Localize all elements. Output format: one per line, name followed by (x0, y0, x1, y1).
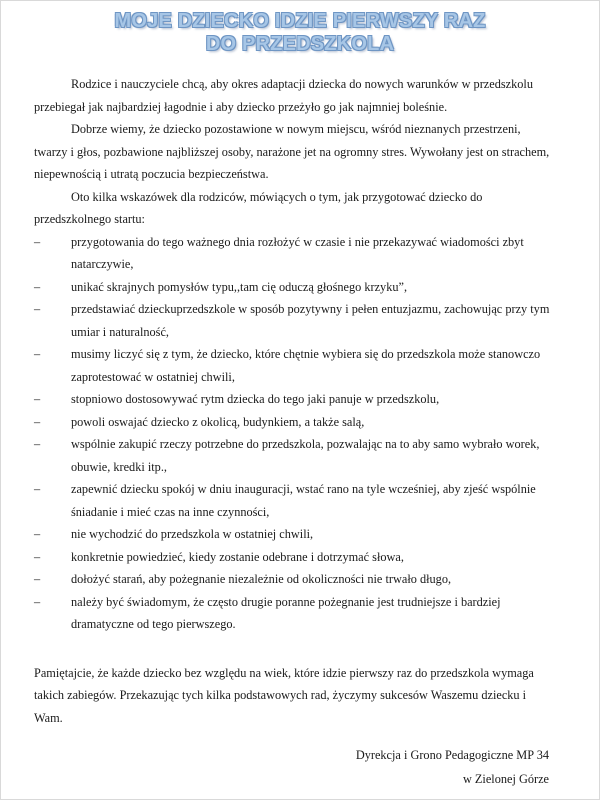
bullet-dash: – (34, 594, 41, 609)
page-title (1, 1, 599, 56)
title-line-1: MOJE DZIECKO IDZIE PIERWSZY RAZ (114, 10, 486, 32)
tip-text: przedstawiać dzieckuprzedszkole w sposób pozytywny i pełen entuzjazmu, zachowując przy tym umiar i naturalność, (71, 302, 550, 339)
list-item (34, 231, 555, 276)
intro-paragraph-3: Oto kilka wskazówek dla rodziców, mówiących o tym, jak przygotować dziecko do przedszkolnego startu: (34, 189, 483, 226)
list-item (34, 433, 555, 478)
tip-text: należy być świadomym, że często drugie poranne pożegnanie jest trudniejsze i bardziej dramatyczne od tego pierwszego. (71, 594, 501, 631)
intro-paragraph-1: Rodzice i nauczyciele chcą, aby okres adaptacji dziecka do nowych warunków w przedszkolu przebiegał jak najbardziej łagodnie i aby dziecko przeżyło go jak najmniej boleśnie. (34, 77, 533, 114)
bullet-dash: – (34, 437, 41, 451)
spacer (34, 636, 555, 662)
list-item (34, 388, 555, 411)
tip-text: unikać skrajnych pomysłów typu,,tam cię oduczą głośnego krzyku”, (71, 279, 408, 294)
bullet-dash: – (34, 482, 41, 496)
intro-paragraph-2: Dobrze wiemy, że dziecko pozostawione w nowym miejscu, wśród nieznanych przestrzeni, twarzy i głos, pozbawione najbliższej osoby, narażone jet na ogromny stres. Wywołany jest on strachem, niepewnością i utratą poczucia bezpieczeństwa. (34, 122, 550, 181)
list-item (34, 343, 555, 388)
bullet-dash: – (34, 234, 41, 249)
document-body (34, 73, 555, 791)
bullet-dash: – (34, 392, 41, 406)
tip-text: przygotowania do tego ważnego dnia rozłożyć w czasie i nie przekazywać wiadomości zbyt natarczywie, (71, 234, 524, 271)
tip-text: wspólnie zakupić rzeczy potrzebne do przedszkola, pozwalając na to aby samo wybrało worek, obuwie, kredki itp., (71, 437, 540, 474)
closing-paragraph: Pamiętajcie, że każde dziecko bez względu na wiek, które idzie pierwszy raz do przedszkola wymaga takich zabiegów. Przekazując tych kilka podstawowych rad, życzymy sukcesów Waszemu dziecku i Wam. (34, 665, 534, 725)
list-item (34, 568, 555, 591)
list-item (34, 523, 555, 546)
title-line-2: DO PRZEDSZKOLA (205, 33, 395, 55)
signature-line-2: w Zielonej Górze (462, 772, 549, 786)
tip-text: powoli oswajać dziecko z okolicą, budynkiem, a także salą, (71, 414, 365, 429)
bullet-dash: – (34, 414, 41, 429)
tips-list (34, 231, 555, 636)
tip-text: zapewnić dziecku spokój w dniu inauguracji, wstać rano na tyle wcześniej, aby zjeść wspólnie śniadanie i mieć czas na inne czynności, (71, 482, 536, 519)
tip-text: konkretnie powiedzieć, kiedy zostanie odebrane i dotrzymać słowa, (71, 549, 404, 564)
tip-text: dołożyć starań, aby pożegnanie niezależnie od okoliczności nie trwało długo, (71, 572, 452, 586)
bullet-dash: – (34, 572, 41, 586)
list-item (34, 298, 555, 343)
signature-line-1: Dyrekcja i Grono Pedagogiczne MP 34 (355, 748, 549, 762)
tip-text: musimy liczyć się z tym, że dziecko, które chętnie wybiera się do przedszkola może stanowczo zaprotestować w ostatniej chwili, (71, 347, 541, 384)
tip-text: stopniowo dostosowywać rytm dziecka do tego jaki panuje w przedszkolu, (71, 392, 440, 406)
bullet-dash: – (34, 347, 41, 361)
bullet-dash: – (34, 527, 41, 541)
list-item (34, 546, 555, 569)
signature-block (34, 743, 555, 791)
list-item (34, 411, 555, 434)
bullet-dash: – (34, 549, 41, 564)
bullet-dash: – (34, 279, 41, 294)
list-item (34, 591, 555, 636)
tip-text: nie wychodzić do przedszkola w ostatniej chwili, (71, 527, 314, 541)
list-item (34, 276, 555, 299)
bullet-dash: – (34, 302, 41, 316)
list-item (34, 478, 555, 523)
